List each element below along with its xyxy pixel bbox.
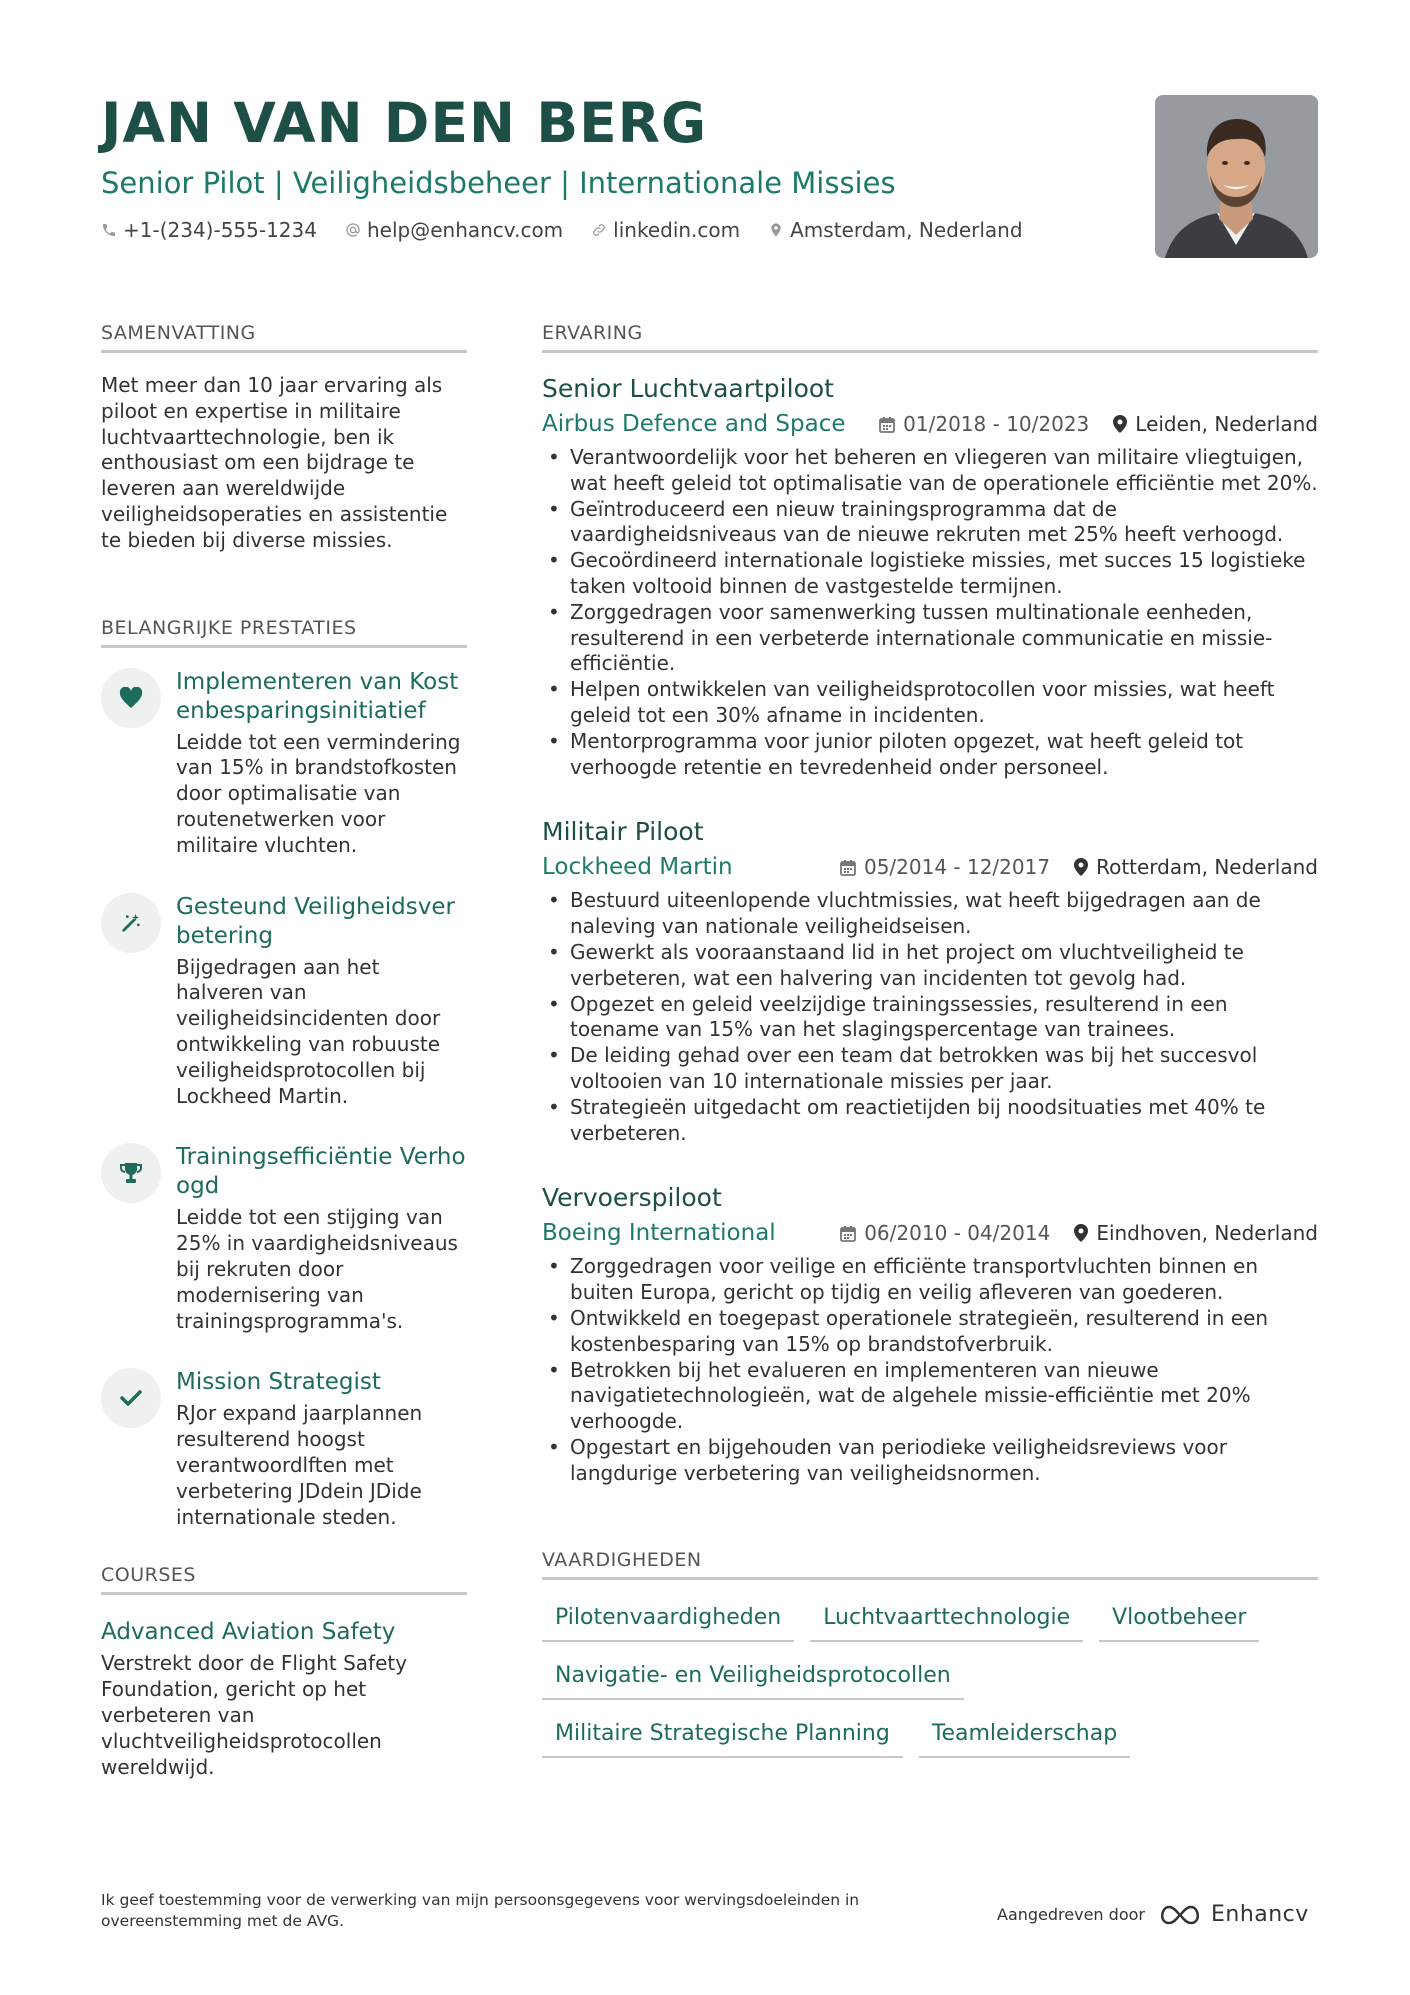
summary-text: Met meer dan 10 jaar ervaring als piloot en expertise in militaire luchtvaarttechnologie, ben ik enthousiast om een bijdrage te leveren aan wereldwijde veiligheidsoperaties en assistentie te bieden bij diverse missies. [101,373,448,552]
job-title: Vervoerspiloot [542,1183,722,1213]
location-pin-icon [1074,1224,1088,1242]
brand-name: Enhancv [1210,1902,1309,1927]
contact-list [101,218,1151,242]
consent-note: Ik geef toestemming voor de verwerking van mijn persoonsgegevens voor wervingsdoeleinden in overeenstemming met de AVG. [101,1891,860,1930]
achievement-desc: RJor expand jaarplannen resulterend hoogst verantwoordlften met verbetering JDdein JDide internationale steden. [176,1401,423,1529]
location-pin-icon [768,222,784,238]
achievements-heading: BELANGRIJKE PRESTATIES [101,617,467,648]
job-dates-text: 06/2010 - 04/2014 [864,1221,1051,1246]
powered-by[interactable] [997,1902,1309,1927]
job-bullet: • De leiding gehad over een team dat betrokken was bij het succesvol voltooien van 10 internationale missies per jaar. [542,1043,1318,1095]
location-pin-icon [1074,858,1088,876]
skill-tag: Teamleiderschap [919,1714,1130,1758]
skill-tag: Pilotenvaardigheden [542,1598,794,1642]
job-entry [542,373,1318,780]
candidate-name: JAN VAN DEN BERG [101,91,708,155]
linkedin-text: linkedin.com [613,218,741,242]
profile-photo [1155,95,1318,258]
job-location-text: Leiden, Nederland [1135,412,1318,436]
left-column [101,322,467,1780]
achievement-item [101,1143,467,1334]
job-bullet: • Strategieën uitgedacht om reactietijden bij noodsituaties met 40% te verbeteren. [542,1095,1318,1147]
job-bullets [542,1254,1318,1486]
phone-icon [101,222,117,238]
achievement-item [101,1368,467,1530]
right-column [542,322,1318,1772]
experience-heading: ERVARING [542,322,1318,353]
job-dates [879,412,1089,436]
job-bullet: • Opgestart en bijgehouden van periodieke veiligheidsreviews voor langdurige verbetering van veiligheidsnormen. [542,1435,1318,1487]
job-bullet: • Gewerkt als vooraanstaand lid in het project om vluchtveiligheid te verbeteren, wat een halvering van incidenten tot gevolg had. [542,940,1318,992]
contact-linkedin[interactable] [591,218,740,242]
email-text: help@enhancv.com [366,218,564,242]
job-bullet: • Mentorprogramma voor junior piloten opgezet, wat heeft geleid tot verhoogde retentie en tevredenheid onder personeel. [542,729,1318,781]
achievement-desc: Leidde tot een vermindering van 15% in brandstofkosten door optimalisatie van routenetwerken voor militaire vluchten. [176,729,461,857]
job-company: Lockheed Martin [542,854,733,881]
job-location [1074,1221,1318,1245]
job-location [1074,855,1318,879]
trophy-icon [101,1143,161,1203]
contact-location [768,218,1022,242]
skill-tag: Vlootbeheer [1099,1598,1259,1642]
job-bullet: • Geïntroduceerd een nieuw trainingsprogramma dat de vaardigheidsniveaus van de nieuwe rekruten met 25% heeft verhoogd. [542,497,1318,549]
achievement-item [101,893,467,1110]
job-title: Militair Piloot [542,817,704,847]
contact-email[interactable] [345,218,563,242]
job-bullet: • Zorggedragen voor samenwerking tussen multinationale eenheden, resulterend in een verbeterde internationale communicatie en missie-efficiëntie. [542,600,1318,677]
heart-icon [101,668,161,728]
achievements-list [101,668,467,1531]
check-icon [101,1368,161,1428]
candidate-title: Senior Pilot | Veiligheidsbeheer | Internationale Missies [101,166,896,200]
job-bullet: • Ontwikkeld en toegepast operationele strategieën, resulterend in een kostenbesparing van 15% op brandstofverbruik. [542,1306,1318,1358]
achievement-item [101,668,467,859]
job-bullet: • Betrokken bij het evalueren en implementeren van nieuwe navigatietechnologieën, wat de algehele missie-efficiëntie met 20% verhoogde. [542,1358,1318,1435]
achievement-desc: Leidde tot een stijging van 25% in vaardigheidsniveaus bij rekruten door modernisering van trainingsprogramma's. [176,1205,458,1333]
calendar-icon [879,416,895,433]
job-title: Senior Luchtvaartpiloot [542,374,834,403]
skill-tag: Militaire Strategische Planning [542,1714,903,1758]
skill-tag: Navigatie- en Veiligheidsprotocollen [542,1656,964,1700]
job-entry [542,1182,1318,1486]
job-dates-text: 01/2018 - 10/2023 [903,412,1090,436]
skill-tag: Luchtvaarttechnologie [810,1598,1083,1642]
course-desc: Verstrekt door de Flight Safety Foundation, gericht op het verbeteren van vluchtveiligheidsprotocollen wereldwijd. [101,1651,408,1779]
skills-heading: VAARDIGHEDEN [542,1549,1318,1580]
powered-by-label: Aangedreven door [997,1905,1145,1924]
phone-text: +1-(234)-555-1234 [123,218,317,242]
job-bullets [542,888,1318,1146]
calendar-icon [840,1225,856,1242]
link-icon [591,222,607,238]
job-dates [840,1221,1050,1245]
job-location [1113,412,1318,436]
job-bullet: • Helpen ontwikkelen van veiligheidsprotocollen voor missies, wat heeft geleid tot een 30% afname in incidenten. [542,677,1318,729]
achievement-desc: Bijgedragen aan het halveren van veiligheidsincidenten door ontwikkeling van robuuste veiligheidsprotocollen bij Lockheed Martin. [176,954,441,1108]
magic-wand-icon [101,893,161,953]
job-entry [542,816,1318,1146]
job-dates [840,855,1050,879]
job-bullet: • Gecoördineerd internationale logistieke missies, met succes 15 logistieke taken voltooid binnen de vastgestelde termijnen. [542,548,1318,600]
job-bullets [542,445,1318,780]
job-company: Airbus Defence and Space [542,411,846,437]
calendar-icon [840,859,856,876]
job-company: Boeing International [542,1220,776,1247]
job-location-text: Eindhoven, Nederland [1096,1221,1318,1246]
job-bullet: • Zorggedragen voor veilige en efficiënte transportvluchten binnen en buiten Europa, gericht op tijdig en veilig afleveren van goederen. [542,1254,1318,1306]
at-icon [345,222,361,238]
location-pin-icon [1113,415,1127,433]
skills-list [542,1598,1318,1772]
job-bullet: • Bestuurd uiteenlopende vluchtmissies, wat heeft bijgedragen aan de naleving van nationale veiligheidseisen. [542,888,1318,940]
resume-header [101,90,1151,242]
course-title: Advanced Aviation Safety [101,1619,396,1646]
courses-heading: COURSES [101,1564,467,1595]
location-text: Amsterdam, Nederland [790,218,1023,242]
achievement-title: Mission Strategist [176,1369,381,1396]
job-dates-text: 05/2014 - 12/2017 [863,855,1051,880]
achievement-title: Implementeren van Kostenbesparingsinitiatief [176,668,459,724]
job-bullet: • Opgezet en geleid veelzijdige trainingssessies, resulterend in een toename van 15% van het slagingspercentage van trainees. [542,992,1318,1044]
job-location-text: Rotterdam, Nederland [1096,855,1318,880]
achievement-title: Trainingsefficiëntie Verhoogd [176,1144,466,1200]
job-bullet: • Verantwoordelijk voor het beheren en vliegeren van militaire vliegtuigen, wat heeft geleid tot optimalisatie van de operationele efficiëntie met 20%. [542,445,1318,497]
achievement-title: Gesteund Veiligheidsverbetering [176,893,455,949]
summary-heading: SAMENVATTING [101,322,467,353]
contact-phone[interactable] [101,218,317,242]
enhancv-logo-icon [1157,1903,1203,1927]
